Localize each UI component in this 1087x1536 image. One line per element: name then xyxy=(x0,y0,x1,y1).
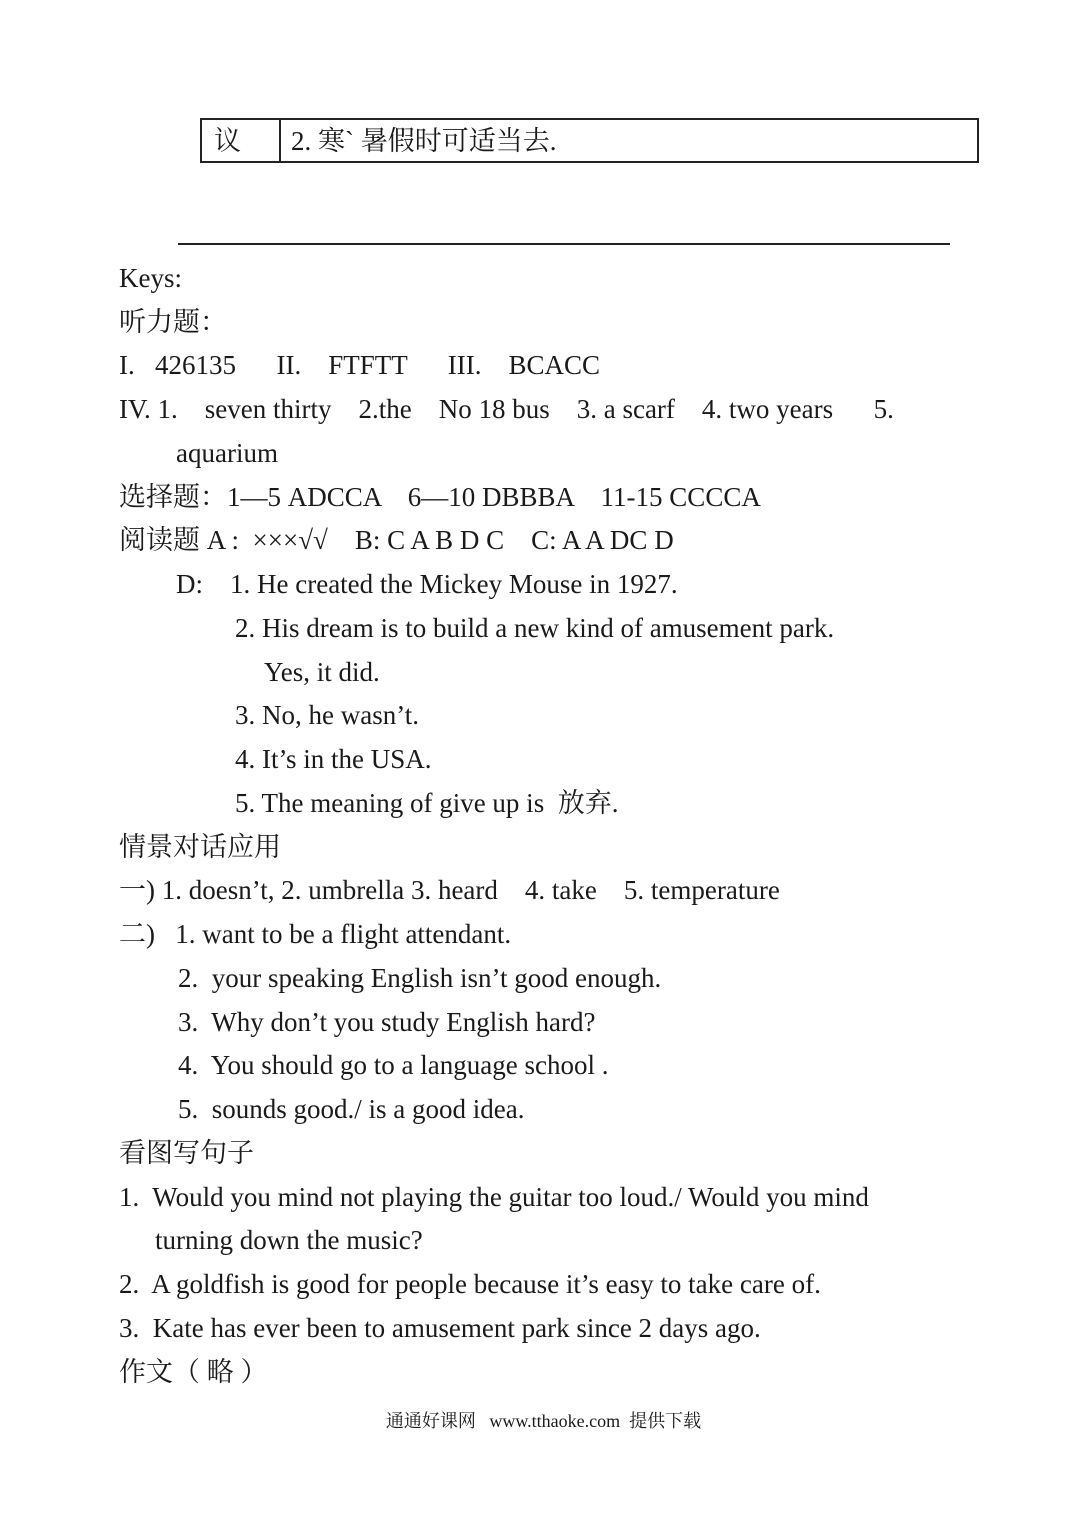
answer-line: 一) 1. doesn’t, 2. umbrella 3. heard 4. take 5. temperature xyxy=(119,875,780,905)
answer-line: D: 1. He created the Mickey Mouse in 1927. xyxy=(176,569,678,599)
answer-line: 选择题：1—5 ADCCA 6—10 DBBBA 11-15 CCCCA xyxy=(119,482,761,512)
answer-line: IV. 1. seven thirty 2.the No 18 bus 3. a scarf 4. two years 5. xyxy=(119,394,894,424)
table-cell-content: 2. 寒` 暑假时可适当去. xyxy=(291,126,557,156)
answer-line: 5. sounds good./ is a good idea. xyxy=(178,1094,525,1124)
answer-line: 3. Kate has ever been to amusement park since 2 days ago. xyxy=(119,1313,761,1343)
answer-line: 1. Would you mind not playing the guitar too loud./ Would you mind xyxy=(119,1182,869,1212)
answer-line: 作文（ 略 ） xyxy=(119,1357,268,1387)
answer-line: 看图写句子 xyxy=(119,1138,254,1168)
answer-line: 2. A goldfish is good for people because it’s easy to take care of. xyxy=(119,1269,821,1299)
answer-line: 3. No, he wasn’t. xyxy=(235,700,419,730)
answer-line: Keys: xyxy=(119,263,182,293)
answer-line: 二) 1. want to be a flight attendant. xyxy=(119,919,512,949)
answer-line: 听力题： xyxy=(119,307,227,337)
answer-line: 3. Why don’t you study English hard? xyxy=(178,1007,596,1037)
answer-line: 4. It’s in the USA. xyxy=(235,744,432,774)
table-cell-label: 议 xyxy=(202,120,281,161)
answer-line: 2. His dream is to build a new kind of amusement park. xyxy=(235,613,835,643)
answer-line: 阅读题 A : ×××√√ B: C A B D C C: A A DC D xyxy=(119,525,674,555)
answer-line: I. 426135 II. FTFTT III. BCACC xyxy=(119,350,601,380)
answer-line: 2. your speaking English isn’t good enough. xyxy=(178,963,662,993)
answer-line: turning down the music? xyxy=(155,1225,423,1255)
divider-rule xyxy=(178,243,950,245)
answer-line: 4. You should go to a language school . xyxy=(178,1050,609,1080)
answer-line: Yes, it did. xyxy=(264,657,380,687)
answer-line: aquarium xyxy=(176,438,278,468)
answer-line: 情景对话应用 xyxy=(119,832,281,862)
answer-line: 5. The meaning of give up is 放弃. xyxy=(235,788,619,818)
header-table xyxy=(200,118,979,163)
footer-source: 通通好课网 www.tthaoke.com 提供下载 xyxy=(385,1411,702,1431)
